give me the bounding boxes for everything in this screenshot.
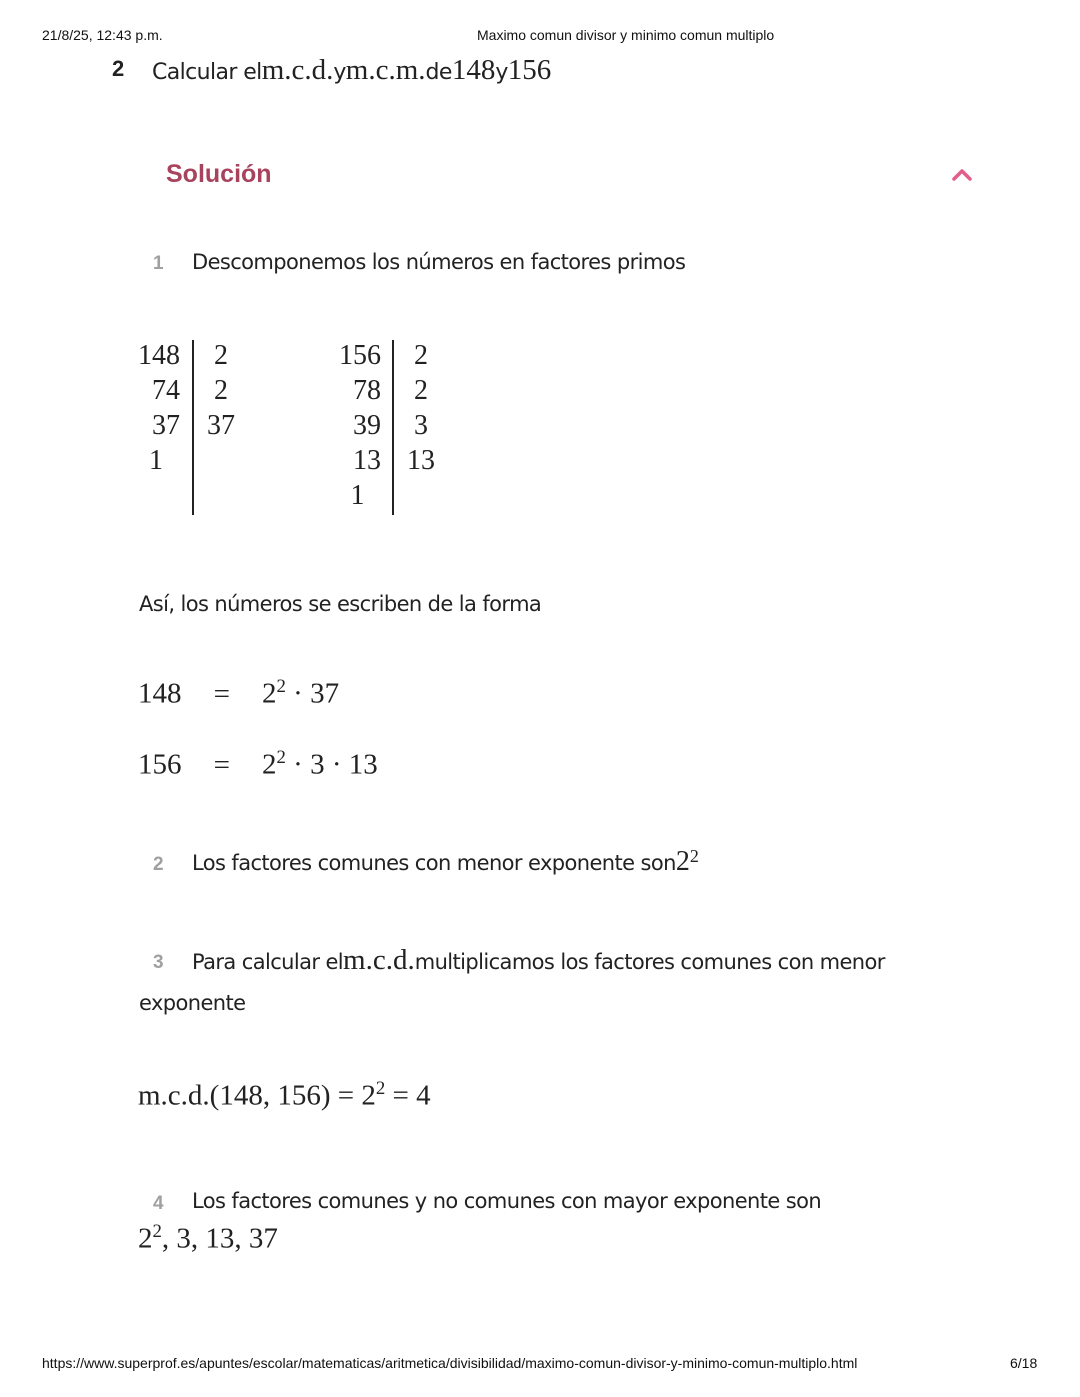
statement-math: 148 xyxy=(451,54,496,86)
eq-lhs: 156 xyxy=(138,748,182,781)
step-math-exp: 2 xyxy=(152,1221,162,1242)
print-datetime: 21/8/25, 12:43 p.m. xyxy=(42,27,163,43)
step-math: 2 xyxy=(675,846,690,877)
dividend: 39 xyxy=(353,410,381,441)
dividend: 1 xyxy=(149,445,163,476)
solution-toggle-title[interactable]: Solución xyxy=(166,160,272,188)
step-text-part: multiplicamos los factores comunes con menor xyxy=(414,950,885,974)
step-math: m.c.d. xyxy=(343,944,415,976)
dividend: 148 xyxy=(138,340,180,371)
step-text: Los factores comunes y no comunes con mayor exponente son xyxy=(192,1189,822,1213)
exercise-number: 2 xyxy=(112,56,125,81)
eq-base: 2 xyxy=(262,748,277,781)
step-number: 1 xyxy=(153,253,164,274)
eq-sign: = xyxy=(213,748,230,781)
eq-base: 2 xyxy=(262,677,277,710)
step-text xyxy=(192,846,699,878)
step-number: 3 xyxy=(153,952,164,973)
eq-sign: = xyxy=(213,677,230,710)
step-text-line2: exponente xyxy=(139,991,246,1015)
step-text-part: Los factores comunes con menor exponente son xyxy=(192,851,676,875)
step-math-exp: 2 xyxy=(689,846,699,866)
chevron-up-icon[interactable] xyxy=(950,166,974,187)
dividend: 1 xyxy=(350,480,365,511)
divisor: 2 xyxy=(214,340,228,371)
print-url: https://www.superprof.es/apuntes/escolar/matematicas/aritmetica/divisibilidad/maximo-comun-divisor-y-minimo-comun-multiplo.html xyxy=(42,1355,858,1371)
eq-exp: 2 xyxy=(375,1078,386,1099)
eq-base: 2 xyxy=(361,1079,376,1112)
step-math: , 3, 13, 37 xyxy=(161,1222,278,1255)
equation-148 xyxy=(138,676,339,711)
step-math: 2 xyxy=(138,1222,153,1255)
eq-rest: = 4 xyxy=(385,1079,431,1112)
dividend: 78 xyxy=(353,375,381,406)
step-number: 4 xyxy=(153,1193,164,1214)
divisor: 37 xyxy=(207,410,235,441)
eq-lhs: 148 xyxy=(138,677,182,710)
mcd-result xyxy=(138,1078,431,1113)
print-page-number: 6/18 xyxy=(1010,1355,1038,1371)
statement-math: 156 xyxy=(507,54,552,86)
dividend: 156 xyxy=(339,340,381,371)
division-line xyxy=(392,340,394,515)
statement-math: m.c.m. xyxy=(345,54,426,86)
step-number: 2 xyxy=(153,854,164,875)
statement-text: de xyxy=(425,60,452,85)
equation-156 xyxy=(138,747,378,782)
step-text xyxy=(192,944,885,977)
exercise-statement xyxy=(152,54,551,87)
divisor: 2 xyxy=(214,375,228,406)
division-table-156 xyxy=(334,338,454,518)
eq-rest: · 37 xyxy=(285,677,340,710)
eq-exp: 2 xyxy=(276,747,286,768)
statement-math: m.c.d. xyxy=(261,54,334,86)
divisor: 13 xyxy=(407,445,435,476)
statement-text: y xyxy=(333,60,346,85)
statement-text: Calcular el xyxy=(152,60,262,85)
forma-text: Así, los números se escriben de la forma xyxy=(139,592,542,616)
step-text: Descomponemos los números en factores primos xyxy=(192,250,686,274)
divisor: 2 xyxy=(414,375,428,406)
division-table-148 xyxy=(132,338,252,518)
dividend: 37 xyxy=(152,410,180,441)
eq-rest: · 3 · 13 xyxy=(285,748,378,781)
division-line xyxy=(192,340,194,515)
divisor: 2 xyxy=(414,340,428,371)
eq-exp: 2 xyxy=(276,676,286,697)
step-text-part: Para calcular el xyxy=(192,950,344,974)
eq-lhs: m.c.d.(148, 156) = xyxy=(138,1079,362,1112)
divisor: 3 xyxy=(414,410,428,441)
print-title: Maximo comun divisor y minimo comun multiplo xyxy=(477,27,775,43)
statement-text: y xyxy=(495,60,508,85)
dividend: 13 xyxy=(353,445,381,476)
dividend: 74 xyxy=(152,375,180,406)
step-math-line xyxy=(138,1221,278,1256)
